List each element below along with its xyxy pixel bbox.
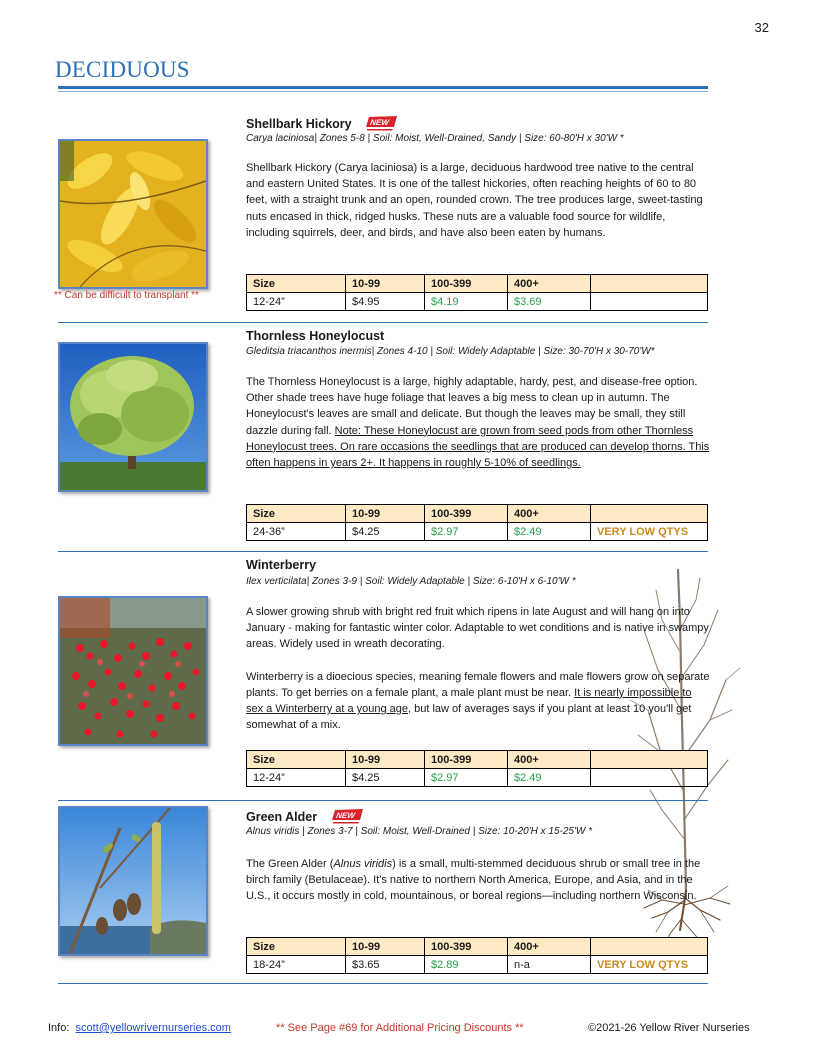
footer-info-label: Info: bbox=[48, 1022, 70, 1034]
header-qty-100-399: 100-399 bbox=[425, 275, 508, 293]
footer-email-link[interactable]: scott@yellowrivernurseries.com bbox=[75, 1022, 231, 1034]
cell-price-100-399: $2.97 bbox=[425, 769, 508, 787]
header-size: Size bbox=[247, 275, 346, 293]
plant-photo bbox=[58, 806, 208, 956]
section-title: DECIDUOUS bbox=[55, 57, 190, 82]
price-table-header bbox=[247, 275, 708, 293]
plant-description bbox=[246, 160, 710, 241]
header-qty-400-plus: 400+ bbox=[508, 505, 591, 523]
price-table-row bbox=[247, 523, 708, 541]
cell-price-400-plus: $2.49 bbox=[508, 523, 591, 541]
price-table-row bbox=[247, 293, 708, 311]
cell-price-400-plus: n-a bbox=[508, 956, 591, 974]
footer-pricing-note: ** See Page #69 for Additional Pricing Discounts ** bbox=[276, 1022, 524, 1034]
description-paragraph bbox=[246, 669, 710, 734]
plant-description bbox=[246, 374, 710, 471]
cell-price-400-plus: $2.49 bbox=[508, 769, 591, 787]
price-table-header bbox=[247, 751, 708, 769]
plant-name-text: Shellbark Hickory bbox=[246, 116, 352, 131]
cell-size: 18-24” bbox=[247, 956, 346, 974]
header-qty-10-99: 10-99 bbox=[346, 938, 425, 956]
header-qty-10-99: 10-99 bbox=[346, 505, 425, 523]
cell-price-10-99: $4.95 bbox=[346, 293, 425, 311]
description-paragraph bbox=[246, 374, 710, 471]
header-qty-100-399: 100-399 bbox=[425, 938, 508, 956]
cell-price-100-399: $2.89 bbox=[425, 956, 508, 974]
cell-note bbox=[591, 769, 708, 787]
header-note bbox=[591, 275, 708, 293]
cell-price-10-99: $4.25 bbox=[346, 769, 425, 787]
description-paragraph bbox=[246, 856, 710, 905]
cell-price-10-99: $3.65 bbox=[346, 956, 425, 974]
cell-price-100-399: $4.19 bbox=[425, 293, 508, 311]
header-size: Size bbox=[247, 751, 346, 769]
price-table bbox=[246, 937, 708, 974]
scientific-name: Ilex verticilata| Zones 3-9 | Soil: Widely Adaptable | Size: 6-10'H x 6-10'W * bbox=[246, 576, 576, 587]
cell-note: VERY LOW QTYS bbox=[591, 523, 708, 541]
title-rule bbox=[58, 86, 708, 89]
plant-name bbox=[246, 114, 399, 135]
header-qty-10-99: 10-99 bbox=[346, 751, 425, 769]
header-size: Size bbox=[247, 505, 346, 523]
price-table bbox=[246, 274, 708, 311]
description-paragraph: A slower growing shrub with bright red fruit which ripens in late August and will hang on into January - making for fantastic winter color. Adaptable to wet conditions and is native in swampy areas. Widely used in wreath decorating. bbox=[246, 606, 709, 651]
footer-copyright: ©2021-26 Yellow River Nurseries bbox=[588, 1022, 750, 1034]
header-note bbox=[591, 938, 708, 956]
description-text: Winterberry is a dioecious species, meaning female flowers and male flowers grow on separate plants. To get berries on a female plant, a male plant must be near. bbox=[246, 670, 710, 699]
description-paragraph: Shellbark Hickory (Carya laciniosa) is a large, deciduous hardwood tree native to the central and eastern United States. It is one of the tallest hickories, often reaching heights of 60 to 80 feet, with a straight trunk and an open, rounded crown. The tree produces large, sweet-tasting nuts encased in thick, ridged husks. These nuts are a valuable food source for wildlife, including squirrels, deer, and birds, and have also been eaten by humans. bbox=[246, 162, 703, 239]
new-badge-icon bbox=[329, 807, 365, 828]
entry-separator bbox=[58, 322, 708, 323]
plant-photo bbox=[58, 596, 208, 746]
cell-price-100-399: $2.97 bbox=[425, 523, 508, 541]
cell-size: 24-36” bbox=[247, 523, 346, 541]
entry-separator bbox=[58, 800, 708, 801]
description-text: The Thornless Honeylocust is a large, highly adaptable, hardy, pest, and disease-free option. Other shade trees have huge foliage that leaves a big mess to clean up in autumn. The Honeylocust's leaves are small and delicate. But though the leaves may be small, they still dazzle during fall. bbox=[246, 376, 698, 437]
plant-name: Winterberry bbox=[246, 558, 317, 572]
new-badge-text: NEW bbox=[369, 118, 390, 127]
header-size: Size bbox=[247, 938, 346, 956]
price-table-header bbox=[247, 505, 708, 523]
plant-name: Thornless Honeylocust bbox=[246, 329, 385, 343]
cell-price-10-99: $4.25 bbox=[346, 523, 425, 541]
description-underlined-note: Note: These Honeylocust are grown from seed pods from other Thornless Honeylocust trees. On rare occasions the seedlings that are produced can develop thorns. This often happens in years 2+. It happens in roughly 5-10% of seedlings. bbox=[246, 424, 710, 470]
price-table bbox=[246, 750, 708, 787]
header-qty-10-99: 10-99 bbox=[346, 275, 425, 293]
description-underlined-note: It is nearly impossible to sex a Winterberry at a young age bbox=[246, 686, 692, 716]
plant-name-text: Green Alder bbox=[246, 809, 318, 824]
cell-note bbox=[591, 293, 708, 311]
description-italic: Alnus viridis bbox=[333, 858, 393, 870]
description-text: The Green Alder ( bbox=[246, 858, 334, 870]
title-rule-thin bbox=[58, 91, 708, 92]
plant-photo bbox=[58, 342, 208, 492]
cell-price-400-plus: $3.69 bbox=[508, 293, 591, 311]
new-badge-icon bbox=[363, 114, 399, 135]
footer-info bbox=[48, 1022, 231, 1034]
header-qty-400-plus: 400+ bbox=[508, 751, 591, 769]
price-table-row bbox=[247, 769, 708, 787]
cell-size: 12-24” bbox=[247, 293, 346, 311]
plant-photo bbox=[58, 139, 208, 289]
entry-separator bbox=[58, 983, 708, 984]
price-table-row bbox=[247, 956, 708, 974]
plant-description bbox=[246, 604, 710, 733]
price-table bbox=[246, 504, 708, 541]
transplant-note: ** Can be difficult to transplant ** bbox=[54, 290, 199, 301]
entry-separator bbox=[58, 551, 708, 552]
description-text-end: , but law of averages says if you plant at least 10 you'll get somewhat of a mix. bbox=[246, 703, 692, 732]
plant-description bbox=[246, 856, 710, 905]
scientific-name: Alnus viridis | Zones 3-7 | Soil: Moist, Well-Drained | Size: 10-20'H x 15-25'W * bbox=[246, 826, 592, 837]
cell-note: VERY LOW QTYS bbox=[591, 956, 708, 974]
scientific-name: Gleditsia triacanthos inermis| Zones 4-10 | Soil: Widely Adaptable | Size: 30-70'H x 30-70'W* bbox=[246, 346, 655, 357]
header-qty-100-399: 100-399 bbox=[425, 751, 508, 769]
description-text-end: ) is a small, multi-stemmed deciduous shrub or small tree in the birch family (Betulaceae). It's native to northern North America, Europe, and Asia, and in the U.S., it occurs mostly in cold, mountainous, or boreal regions—including northern Wisconsin. bbox=[246, 858, 701, 903]
plant-name bbox=[246, 807, 365, 828]
header-qty-400-plus: 400+ bbox=[508, 275, 591, 293]
header-qty-100-399: 100-399 bbox=[425, 505, 508, 523]
header-qty-400-plus: 400+ bbox=[508, 938, 591, 956]
price-table-header bbox=[247, 938, 708, 956]
header-note bbox=[591, 505, 708, 523]
cell-size: 12-24” bbox=[247, 769, 346, 787]
header-note bbox=[591, 751, 708, 769]
page-number: 32 bbox=[754, 20, 769, 35]
scientific-name: Carya laciniosa| Zones 5-8 | Soil: Moist, Well-Drained, Sandy | Size: 60-80'H x 30'W * bbox=[246, 133, 624, 144]
new-badge-text: NEW bbox=[334, 811, 356, 820]
